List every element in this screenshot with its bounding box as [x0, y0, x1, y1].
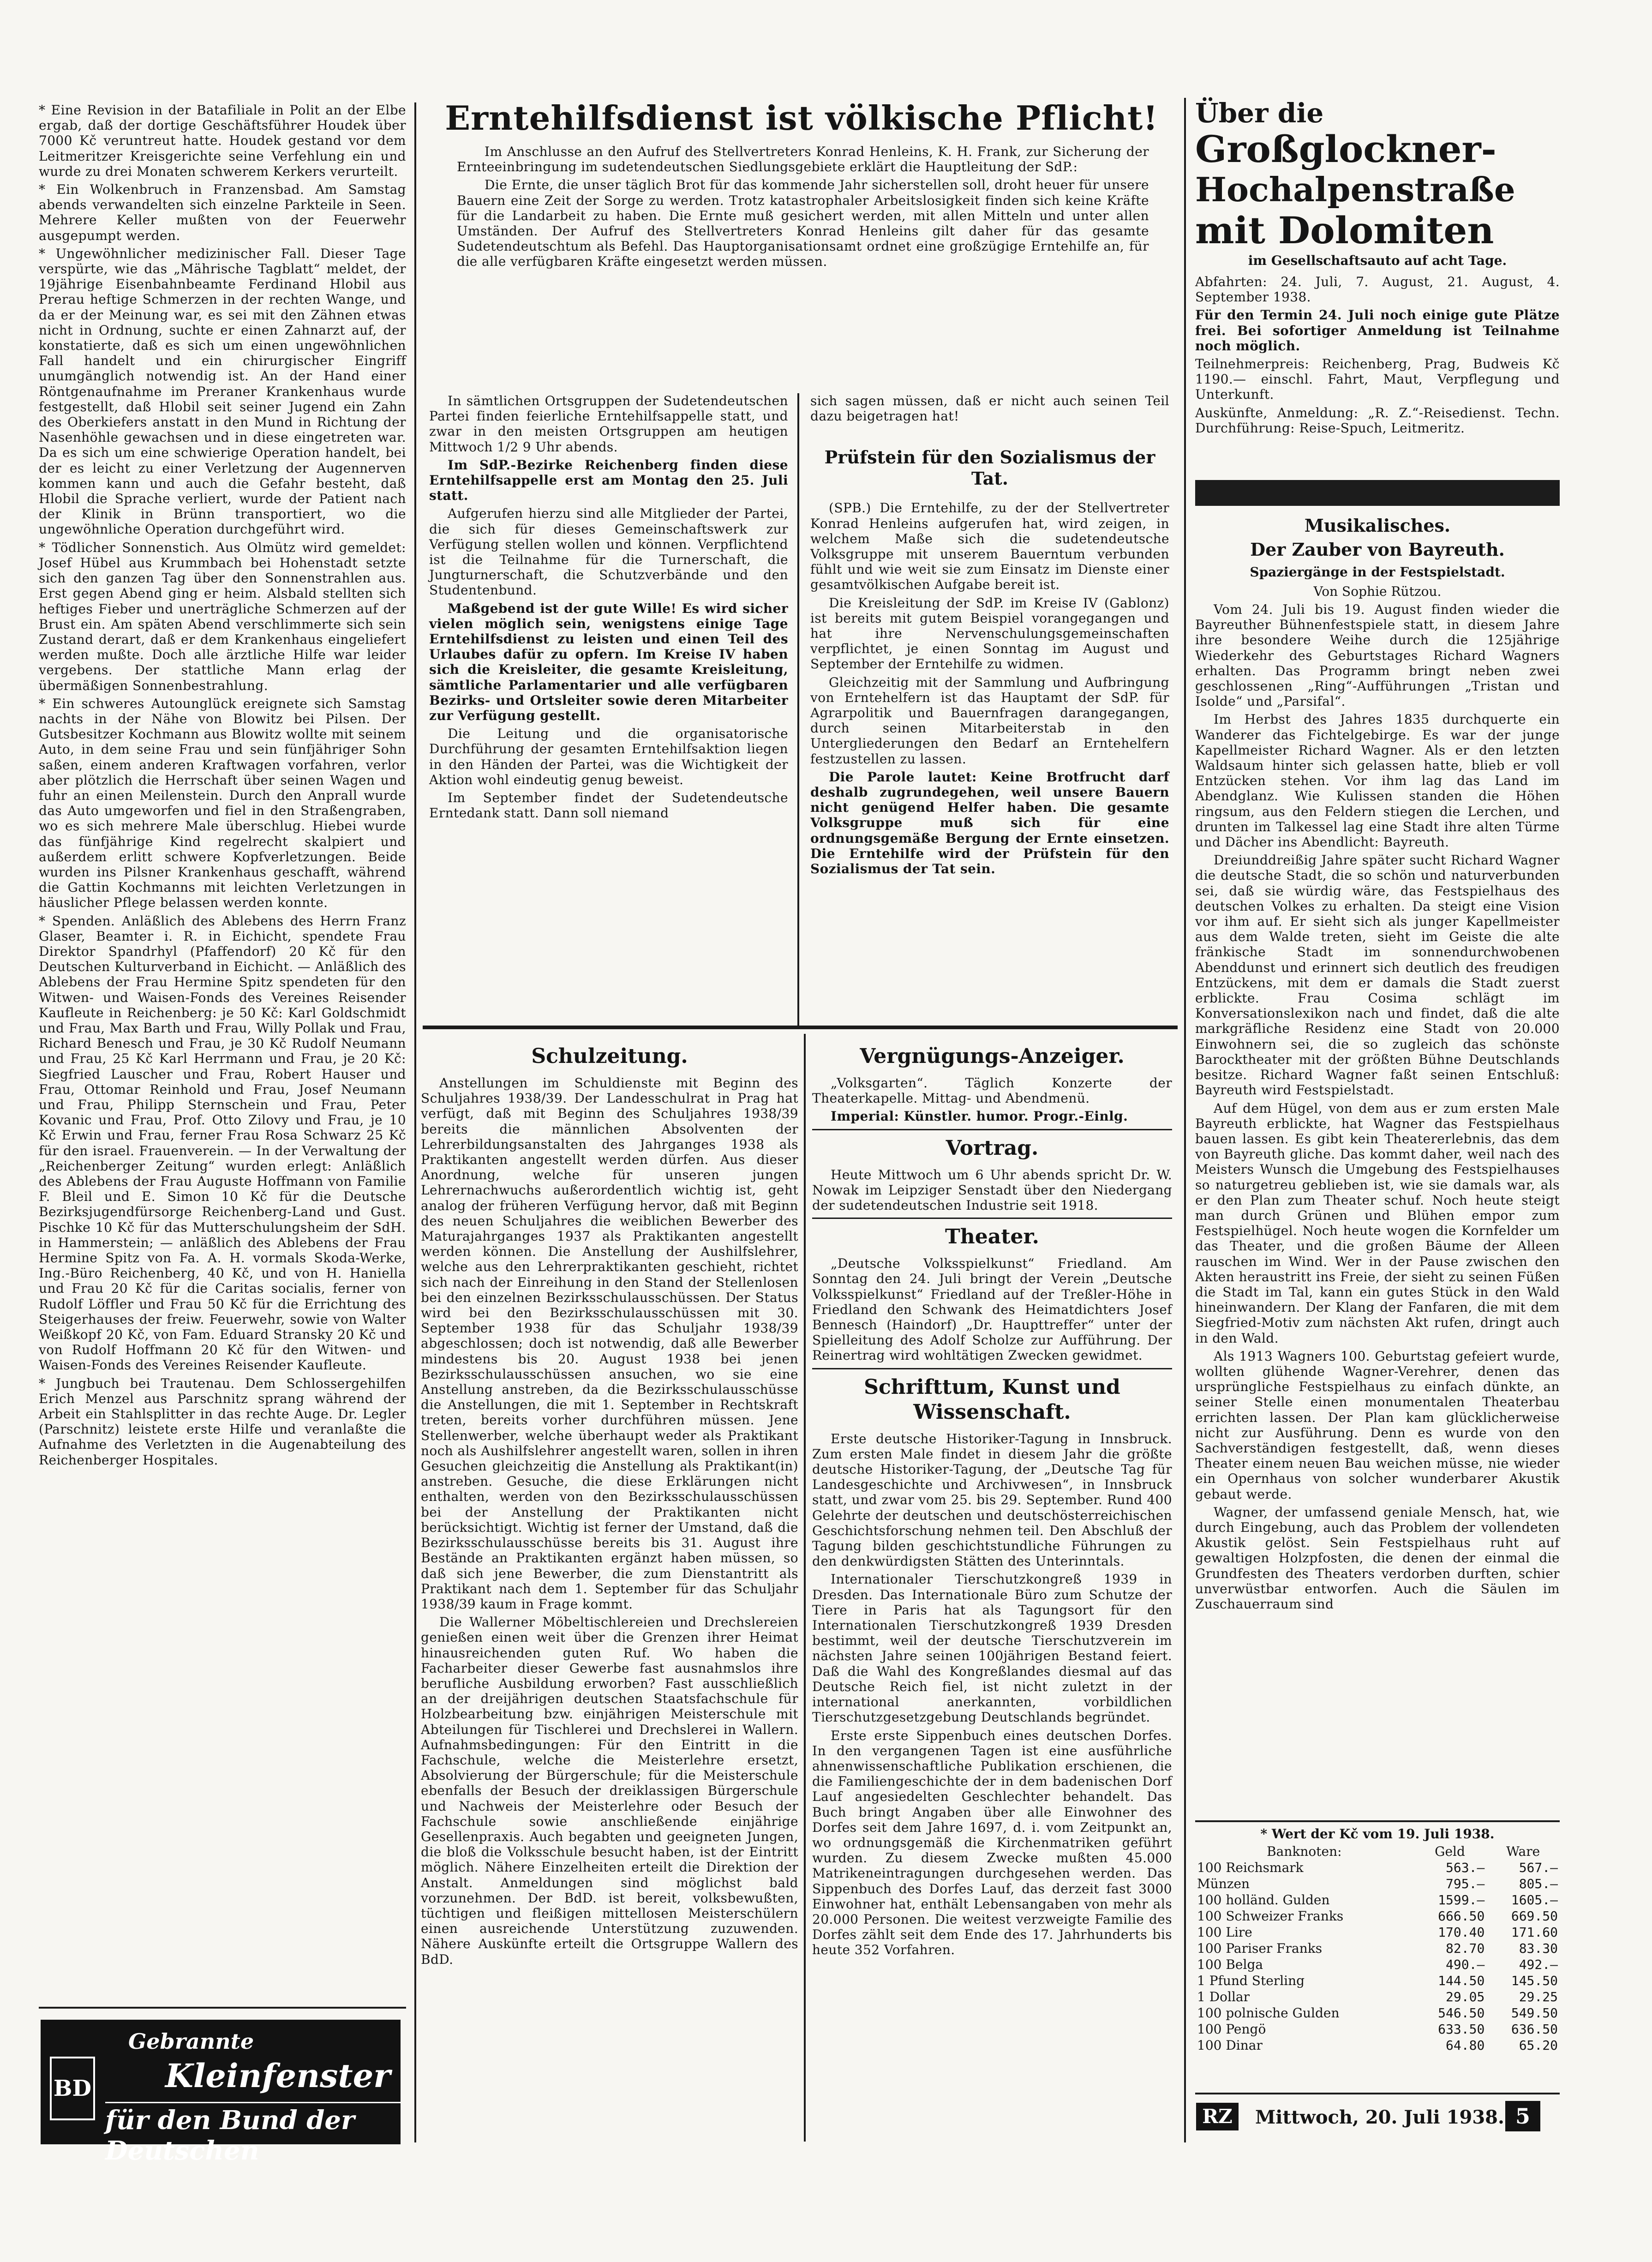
- main-paragraph-1: Die Ernte, die unser täglich Brot für das kommende Jahr sicherstellen soll, droht heuer für unsere Bauern eine Zeit der Sorge zu werden. Trotz katastrophaler Arbeitslosigkeit finden sich keine Kräfte für die Landarbeit zu haben. Die Ernte muß gesichert werden, mit allen Mitteln und unter allen Umständen. Der Aufruf des Stellvertreters Konrad Henleins gilt daher für das gesamte Sudetendeutschtum als Befehl. Das Hauptorganisationsamt ordnet eine großzügige Erntehilfe an, für die alle verfügbaren Kräfte eingesetzt werden müssen.: [457, 177, 1149, 270]
- exchange-cell-buy: 546.50: [1438, 2005, 1485, 2021]
- exchange-row: [1195, 1973, 1560, 1989]
- news-cloudburst: * Ein Wolkenbruch in Franzensbad. Am Samstag abends verwandelten sich einzelne Parkteile in Seen. Mehrere Keller mußten von der Feuerwehr ausgepumpt werden.: [39, 182, 406, 243]
- travel-info: Auskünfte, Anmeldung: „R. Z.“-Reisedienst. Techn. Durchführung: Reise-Spuch, Leitmeritz.: [1195, 405, 1560, 436]
- literature-heading: Schrifttum, Kunst und Wissenschaft.: [864, 1375, 1120, 1424]
- exchange-cell-sell: 636.50: [1511, 2022, 1558, 2037]
- exchange-row: [1195, 2037, 1560, 2053]
- literature-p2: Internationaler Tierschutzkongreß 1939 in Dresden. Das Internationale Büro zum Schutze der Tiere in Paris hat als Tagungsort für den Internationalen Tierschutzkongreß 1939 Dresden bestimmt, weil der deutsche Tierschutzverein im nächsten Jahre seinen 100jährigen Bestand feiert. Daß die Wahl des Kongreßlandes diesmal auf das Deutsche Reich fiel, ist nicht zuletzt in der international anerkannten, vorbildlichen Tierschutzgesetzgebung Deutschlands begründet.: [812, 1572, 1172, 1725]
- bayreuth-p3: Dreiunddreißig Jahre später sucht Richard Wagner die deutsche Stadt, die so schön und naturverbunden sei, daß sie würdig wäre, das Festspielhaus des deutschen Volkes zu erhalten. Da steigt eine Vision vor ihm auf. Er sieht sich als junger Kapellmeister aus dem Walde treten, sieht im Geiste die alte fränkische Stadt im sonnendurchwobenen Abenddunst und erinnert sich deutlich des freudigen Entzückens, mit dem er damals die Stadt zuerst erblickte. Frau Cosima schlägt im Konversationslexikon nach und findet, daß die alte markgräfliche Residenz eine Stadt von 20.000 Einwohnern sei, die so zugleich das schönste Barocktheater mit der größten Bühne Deutschlands besitze. Richard Wagner faßt seinen Entschluß: Bayreuth wird Festspielstadt.: [1195, 852, 1560, 1098]
- travel-advert: [1195, 98, 1560, 476]
- main-left-p6: Im September findet der Sudetendeutsche Erntedank statt. Dann soll niemand: [429, 790, 788, 821]
- exchange-cell-buy: 666.50: [1438, 1908, 1485, 1924]
- bayreuth-p5: Als 1913 Wagners 100. Geburtstag gefeiert wurde, wollten glühende Wagner-Verehrer, denen das ursprüngliche Festspielhaus zu einfach dünkte, an seiner Stelle einen monumentalen Theaterbau errichten lassen. Der Plan kam glücklicherweise nicht zur Ausführung. Denn es wurde von den Sachverständigen festgestellt, daß, wenn dieses Theater einem neuen Bau weichen müsse, nie wieder ein Opernhaus von solcher wunderbarer Akustik gebaut werde.: [1195, 1348, 1560, 1502]
- travel-price: Teilnehmerpreis: Reichenberg, Prag, Budweis Kč 1190.— einschl. Fahrt, Maut, Verpflegung und Unterkunft.: [1195, 356, 1560, 402]
- school-heading: Schulzeitung.: [531, 1044, 688, 1068]
- divider: [812, 1368, 1172, 1369]
- school-column: [421, 1038, 798, 2137]
- exchange-cell-sell: 805.—: [1519, 1876, 1558, 1891]
- main-right-p1: (SPB.) Die Erntehilfe, zu der der Stellvertreter Konrad Henleins aufgerufen hat, wird zeigen, in welchem Maße sich die sudetendeutsche Volksgruppe mit unserem Bauerntum verbunden fühlt und wie weit sie zum Einsatz im Dienste einer gesamtvölkischen Aufgabe bereit ist.: [810, 500, 1169, 593]
- exchange-cell-currency: 100 Reichsmark: [1197, 1860, 1304, 1875]
- footer-logo: RZ: [1196, 2103, 1239, 2130]
- divider: [812, 1129, 1172, 1130]
- exchange-title: * Wert der Kč vom 19. Juli 1938.: [1260, 1826, 1495, 1842]
- exchange-cell-currency: 100 Lire: [1197, 1925, 1252, 1940]
- exchange-cell-currency: 100 Schweizer Franks: [1197, 1908, 1344, 1924]
- lecture-heading: Vortrag.: [946, 1136, 1039, 1160]
- entertainment-p2: Imperial: Künstler. humor. Progr.-Einlg.: [831, 1109, 1128, 1124]
- divider: [1195, 1820, 1560, 1822]
- exchange-col-notes: Banknoten:: [1267, 1844, 1342, 1859]
- exchange-cell-buy: 795.—: [1446, 1876, 1485, 1891]
- literature-p1: Erste deutsche Historiker-Tagung in Innsbruck. Zum ersten Male findet in diesem Jahr die größte deutsche Historiker-Tagung, der „Deutsche Tag für Landesgeschichte und Archivwesen“, in Innsbruck statt, und zwar vom 25. bis 29. September. Rund 400 Gelehrte der deutschen und deutschösterreichischen Geschichtsforschung nehmen teil. Den Abschluß der Tagung bilden geschichtstundliche Führungen zu den denkwürdigsten Stätten des Unterinntals.: [812, 1431, 1172, 1569]
- school-p1: Anstellungen im Schuldienste mit Beginn des Schuljahres 1938/39. Der Landesschulrat in Prag hat verfügt, daß mit Beginn des Schuljahres 1938/39 bereits die männlichen Absolventen der Lehrerbildungsanstalten des Jahrganges 1938 als Praktikanten angestellt werden dürfen. Aus dieser Anordnung, welche für unseren jungen Lehrernachwuchs außerordentlich wichtig ist, geht analog der früheren Verfügung hervor, daß mit Beginn des neuen Schuljahres die weiblichen Bewerber des Maturajahrganges 1937 als Praktikanten angestellt werden können. Die Anstellung der Aushilfslehrer, welche aus den Lehrerpraktikanten geschieht, richtet sich nach der Einreihung in den Stand der Stellenlosen bei den einzelnen Bezirksschulausschüssen. Der Status wird bei den Bezirksschulausschüssen mit 30. September 1938 für das Schuljahr 1938/39 abgeschlossen; doch ist notwendig, daß alle Bewerber mindestens bis 20. August 1938 bei jenen Bezirksschulausschüssen ansuchen, wo sie eine Anstellung anstreben, da die Bezirksschulausschüsse die Anstellungen, die mit 1. September in Rechtskraft treten, bereits vorher durchführen müssen. Jene Stellenwerber, welche überhaupt weder als Praktikant noch als Aushilfslehrer angestellt waren, sollen in ihren Gesuchen gleichzeitig die Anstellung als Praktikant(in) anstreben. Gesuche, die diese Erklärungen nicht enthalten, werden von den Bezirksschulausschüssen bei der Anstellung der Praktikanten nicht berücksichtigt. Wichtig ist ferner der Umstand, daß die Bezirksschulausschüsse bereits bis 31. August ihre Bestände an Praktikanten ergänzt haben müssen, so daß sich jene Bewerber, die zum Dienstantritt als Praktikant nach dem 1. September für das Schuljahr 1938/39 kaum in Frage kommt.: [421, 1075, 798, 1612]
- exchange-cell-currency: 1 Dollar: [1197, 1989, 1250, 2004]
- exchange-cell-buy: 563.—: [1446, 1860, 1485, 1875]
- exchange-cell-currency: 100 Pengö: [1197, 2022, 1266, 2037]
- column-rule-2: [797, 393, 799, 1026]
- bayreuth-p2: Im Herbst des Jahres 1835 durchquerte ein Wanderer das Fichtelgebirge. Es war der junge Kapellmeister Richard Wagner. Als er den letzten Waldsaum hinter sich gelassen hatte, blieb er voll Entzücken stehen. Vor ihm lag das Land im Abendglanz. Wie Kulissen standen die Höhen ringsum, aus den Feldern stiegen die Lerchen, und drunten im Talkessel lag eine Stadt ihre alten Türme und Dächer ins Abendlicht: Bayreuth.: [1195, 712, 1560, 850]
- main-left-p3: Aufgerufen hierzu sind alle Mitglieder der Partei, die sich für dieses Gemeinschaftswerk zur Verfügung stellen wollen und können. Verpflichtend ist die Teilnahme für die Turnerschaft, die Jungturnerschaft, die Schutzverbände und den Studentenbund.: [429, 506, 788, 598]
- exchange-row: [1195, 1860, 1560, 1876]
- main-right-column: [810, 393, 1169, 1016]
- news-jungbuch: * Jungbuch bei Trautenau. Dem Schlossergehilfen Erich Menzel aus Parschnitz sprang während der Arbeit ein Stahlsplitter in das rechte Auge. Dr. Legler (Parschnitz) leistete erste Hilfe und veranlaßte die Aufnahme des Verletzten in die Augenabteilung des Reichenberger Hospitales.: [39, 1375, 406, 1468]
- column-rule-1: [414, 102, 416, 2142]
- lecture-p1: Heute Mittwoch um 6 Uhr abends spricht Dr. W. Nowak im Leipziger Senstadt über den Niedergang der sudetendeutschen Industrie seit 1918.: [812, 1167, 1172, 1213]
- music-heading: Musikalisches.: [1304, 515, 1451, 536]
- footer-date: Mittwoch, 20. Juli 1938.: [1255, 2106, 1504, 2128]
- main-right-p4: Die Parole lautet: Keine Brotfrucht darf deshalb zugrundegehen, weil unsere Bauern nicht genügend Helfer haben. Die gesamte Volksgruppe muß sich für eine ordnungsgemäße Bergung der Ernte einsetzen. Die Erntehilfe wird der Prüfstein für den Sozialismus der Tat sein.: [810, 769, 1169, 877]
- exchange-cell-buy: 64.80: [1446, 2038, 1485, 2053]
- travel-line-4: mit Dolomiten: [1195, 209, 1494, 252]
- news-medical-case: * Ungewöhnlicher medizinischer Fall. Dieser Tage verspürte, wie das „Mährische Tagblatt“ meldet, der 19jährige Eisenbahnbeamte Ferdinand Hlobil aus Prerau heftige Schmerzen in der rechten Wange, und da er der Meinung war, es sei mit den Zähnen etwas nicht in Ordnung, suchte er einen Zahnarzt auf, der konstatierte, daß es sich um einen ungewöhnlichen Fall handelt und ein chirurgischer Eingriff unumgänglich notwendig ist. An der Hand einer Röntgenaufnahme im Preraner Krankenhaus wurde festgestellt, daß Hlobil seit seiner Jugend ein Zahn des Oberkiefers anstatt in den Mund in Richtung der Nasenhöhle gewachsen und in diese eingetreten war. Da es sich um eine schwierige Operation handelt, bei der es leicht zu einer Verletzung der Augennerven kommen kann und auch die Gefahr besteht, daß Hlobil die Sprache verliert, wurde der Patient nach der Klinik in Brünn transportiert, wo die ungewöhnliche Operation durchgeführt wird.: [39, 246, 406, 537]
- exchange-cell-sell: 145.50: [1511, 1973, 1558, 1988]
- ad-line-2: Kleinfenster: [165, 2057, 391, 2095]
- literature-p3: Erste erste Sippenbuch eines deutschen Dorfes. In den vergangenen Tagen ist eine ausführliche ahnenwissenschaftliche Publikation erschienen, die die Familiengeschichte der in dem badenischen Dorf Lauf angesiedelten Geschlechter behandelt. Das Buch bringt Angaben über alle Einwohner des Dorfes seit dem Jahre 1697, d. i. vom Zeitpunkt an, wo ordnungsgemäß die Kirchenmatriken geführt wurden. Zu diesem Zwecke mußten 45.000 Matrikeneintragungen durchgesehen werden. Das Sippenbuch des Dorfes Lauf, das derzeit fast 3000 Einwohner hat, enthält Lebensangaben von mehr als 20.000 Personen. Die weitest verzweigte Familie des Dorfes zählt seit dem Ende des 17. Jahrhunderts bis heute 352 Vorfahren.: [812, 1728, 1172, 1958]
- exchange-rows: [1195, 1860, 1560, 2053]
- school-p2: Die Wallerner Möbeltischlereien und Drechslereien genießen einen weit über die Grenzen ihrer Heimat hinausreichenden guten Ruf. Wo haben die Facharbeiter dieser Gewerbe fast ausnahmslos ihre berufliche Ausbildung erworben? Fast ausschließlich an der dreijährigen deutschen Staatsfachschule für Holzbearbeitung bzw. einjährigen Meisterschule mit Abteilungen für Tischlerei und Drechslerei in Wallern. Aufnahmsbedingungen: Für den Eintritt in die Fachschule, welche die Meisterlehre ersetzt, Absolvierung der Bürgerschule; für die Meisterschule ebenfalls der Besuch der dreiklassigen Bürgerschule und Nachweis der Meisterlehre oder Besuch der Fachschule sowie anschließende einjährige Gesellenpraxis. Auch begabten und geeigneten Jungen, die bloß die Volksschule besucht haben, ist der Eintritt möglich. Nähere Einzelheiten erteilt die Direktion der Anstalt. Anmeldungen sind möglichst bald vorzunehmen. Der BdD. ist bereit, volksbewußten, tüchtigen und fleißigen mittellosen Meisterschülern einen ausreichende Unterstützung zuzuwenden. Nähere Auskünfte erteilt die Ortsgruppe Wallern des BdD.: [421, 1614, 798, 1967]
- main-headline: Erntehilfsdienst ist völkische Pflicht!: [445, 98, 1158, 138]
- exchange-cell-sell: 492.—: [1519, 1957, 1558, 1972]
- main-left-column: [429, 393, 788, 1016]
- main-right-p3: Gleichzeitig mit der Sammlung und Aufbringung von Erntehelfern ist das Hauptamt der SdP. für Agrarpolitik und Bauernfragen darangegangen, durch seinen Mitarbeiterstab in den Untergliederungen den Bedarf an Erntehelfern festzustellen zu lassen.: [810, 674, 1169, 767]
- bd-logo: BD: [50, 2057, 95, 2120]
- exchange-cell-sell: 549.50: [1511, 2005, 1558, 2021]
- black-bar: [1195, 480, 1560, 506]
- news-donations: * Spenden. Anläßlich des Ablebens des Herrn Franz Glaser, Beamter i. R. in Eichicht, spendete Frau Direktor Spandrhyl (Pfaffendorf) 20 Kč für den Deutschen Kulturverband in Eichicht. — Anläßlich des Ablebens der Frau Hermine Spitz spendeten für den Witwen- und Waisen-Fonds des Vereines Reisender Kaufleute in Reichenberg: je 50 Kč: Karl Goldschmidt und Frau, Max Barth und Frau, Willy Pollak und Frau, Richard Benesch und Frau, je 30 Kč Rudolf Neumann und Frau, 25 Kč Karl Herrmann und Frau, je 20 Kč: Siegfried Lauscher und Frau, Robert Hauser und Frau, Ottomar Reinhold und Frau, Josef Neumann und Frau, Philipp Sternschein und Frau, Peter Kovanic und Frau, Prof. Otto Zilovy und Frau, je 10 Kč Erwin und Frau, ferner Frau Rosa Schwarz 25 Kč für den israel. Frauenverein. — In der Verwaltung der „Reichenberger Zeitung“ wurden erlegt: Anläßlich des Ablebens der Frau Auguste Hoffmann von Familie F. Bleil und E. Simon 10 Kč für die Deutsche Bezirksjugendfürsorge Reichenberg-Land und Gust. Pischke 10 Kč für das Mutterschulungsheim der SdH. in Hammerstein; — anläßlich des Ablebens der Frau Hermine Spitz von Fa. A. H. vormals Skoda-Werke, Ing.-Büro Reichenberg, 40 Kč, und von H. Haniella und Frau 20 Kč für die Caritas socialis, ferner von Rudolf Löffler und Frau 50 Kč für die Errichtung des Steigerhauses der freiw. Feuerwehr, sowie von Walter Weißkopf 20 Kč, von Fam. Eduard Stransky 20 Kč und von Rudolf Hoffmann 20 Kč für den Witwen- und Waisen-Fonds des Vereines Reisender Kaufleute.: [39, 913, 406, 1373]
- exchange-cell-currency: 100 Pariser Franks: [1197, 1941, 1323, 1956]
- exchange-cell-currency: 100 polnische Gulden: [1197, 2005, 1340, 2021]
- news-revision: * Eine Revision in der Batafiliale in Polit an der Elbe ergab, daß der dortige Geschäftsführer Houdek über 7000 Kč veruntreut hatte. Houdek gestand vor dem Leitmeritzer Kreisgerichte seine Verfehlung ein und wurde zu drei Monaten schwerem Kerkers verurteilt.: [39, 102, 406, 179]
- main-left-p1: In sämtlichen Ortsgruppen der Sudetendeutschen Partei finden feierliche Erntehilfsappelle statt, und zwar in den meisten Ortsgruppen am heutigen Mittwoch 1/2 9 Uhr abends.: [429, 393, 788, 455]
- travel-subtitle: im Gesellschaftsauto auf acht Tage.: [1248, 253, 1507, 268]
- main-left-p4: Maßgebend ist der gute Wille! Es wird sicher vielen möglich sein, wenigstens einige Tage Erntehilfsdienst zu leisten und einen Teil des Urlaubes dafür zu opfern. Im Kreise IV haben sich die Kreisleiter, die gesamte Kreisleitung, sämtliche Parlamentarier und alle verfügbaren Bezirks- und Ortsleiter sowie deren Mitarbeiter zur Verfügung gestellt.: [429, 600, 788, 724]
- theater-heading: Theater.: [945, 1225, 1039, 1249]
- column-rule-4: [1184, 98, 1186, 2142]
- exchange-row: [1195, 1924, 1560, 1940]
- travel-places: Für den Termin 24. Juli noch einige gute Plätze frei. Bei sofortiger Anmeldung ist Teilnahme noch möglich.: [1195, 307, 1560, 354]
- exchange-cell-sell: 29.25: [1519, 1989, 1558, 2004]
- exchange-row: [1195, 2021, 1560, 2037]
- exchange-col-sell: Ware: [1506, 1844, 1540, 1859]
- entertainment-heading: Vergnügungs-Anzeiger.: [860, 1044, 1125, 1068]
- exchange-cell-currency: 1 Pfund Sterling: [1197, 1973, 1305, 1988]
- ad-line-1: Gebrannte: [128, 2029, 254, 2054]
- bayreuth-heading: Der Zauber von Bayreuth.: [1250, 539, 1505, 560]
- travel-line-1: Über die: [1195, 97, 1324, 129]
- exchange-row: [1195, 1940, 1560, 1956]
- exchange-col-buy: Geld: [1435, 1844, 1465, 1859]
- news-sunstroke: * Tödlicher Sonnenstich. Aus Olmütz wird gemeldet: Josef Hübel aus Krummbach bei Hohenstadt setzte sich den ganzen Tag über den Sonnenstrahlen aus. Erst gegen Abend ging er heim. Alsbald stellten sich heftiges Fieber und unerträgliche Schmerzen auf der Brust ein. Am späten Abend verschlimmerte sich sein Zustand derart, daß er dem Krankenhaus eingeliefert werden mußte. Doch alle ärztliche Hilfe war leider vergebens. Der stattliche Mann erlag der übermäßigen Sonnenbestrahlung.: [39, 540, 406, 693]
- divider: [1195, 2093, 1560, 2094]
- exchange-cell-currency: 100 Dinar: [1197, 2038, 1263, 2053]
- exchange-cell-buy: 82.70: [1446, 1941, 1485, 1956]
- bayreuth-author: Von Sophie Rützou.: [1313, 584, 1442, 599]
- ad-line-3: für den Bund der Deutschen: [105, 2102, 401, 2166]
- main-intro: Im Anschlusse an den Aufruf des Stellvertreters Konrad Henleins, K. H. Frank, zur Sicherung der Ernteeinbringung im sudetendeutschen Siedlungsgebiete erklärt die Hauptleitung der SdP.:: [457, 144, 1149, 175]
- entertainment-p1: „Volksgarten“. Täglich Konzerte der Theaterkapelle. Mittag- und Abendmenü.: [812, 1075, 1172, 1106]
- main-right-heading: Prüfstein für den Sozialismus der Tat.: [824, 447, 1155, 489]
- column-rule-3: [804, 1034, 806, 2142]
- travel-line-2: Großglockner-: [1195, 127, 1496, 171]
- news-car-accident: * Ein schweres Autounglück ereignete sich Samstag nachts in der Nähe von Blowitz bei Pilsen. Der Gutsbesitzer Kochmann aus Blowitz wollte mit seinem Auto, in dem seine Frau und sein fünfjähriger Sohn saßen, einem anderen Kraftwagen vorfahren, verlor aber plötzlich die Herrschaft über seinen Wagen und fuhr an einen Meilenstein. Durch den Anprall wurde das Auto umgeworfen und fiel in den Straßengraben, wo es sich mehrere Male überschlug. Hiebei wurde das fünfjährige Kind regelrecht skalpiert und außerdem erlitt schwere Kopfverletzungen. Beide wurden ins Pilsner Krankenhaus geschafft, während die Gattin Kochmanns mit leichten Verletzungen in häuslicher Pflege belassen werden konnte.: [39, 696, 406, 911]
- exchange-row: [1195, 1956, 1560, 1973]
- bayreuth-p6: Wagner, der umfassend geniale Mensch, hat, wie durch Eingebung, auch das Problem der vollendeten Akustik gelöst. Sein Festspielhaus ruht auf gewaltigen Holzpfosten, die denen der einmal die Grundfesten des Theaters verdorben durften, schier unverwüstbar entworfen. Auch die Säulen im Zuschauerraum sind: [1195, 1504, 1560, 1612]
- exchange-cell-buy: 490.—: [1446, 1957, 1485, 1972]
- theater-p1: „Deutsche Volksspielkunst“ Friedland. Am Sonntag den 24. Juli bringt der Verein „Deutsche Volksspielkunst“ Friedland auf der Treßler-Höhe in Friedland den Schwank des Heimatdichters Josef Bennesch (Haindorf) „Dr. Haupttreffer“ unter der Spielleitung des Adolf Scholze zur Aufführung. Der Reinertrag wird wohltätigen Zwecken gewidmet.: [812, 1256, 1172, 1363]
- exchange-cell-buy: 170.40: [1438, 1925, 1485, 1940]
- exchange-row: [1195, 1908, 1560, 1924]
- exchange-cell-buy: 1599.—: [1438, 1892, 1485, 1908]
- exchange-cell-buy: 29.05: [1446, 1989, 1485, 2004]
- exchange-cell-sell: 567.—: [1519, 1860, 1558, 1875]
- music-column: [1195, 513, 1560, 1676]
- page-number: 5: [1505, 2101, 1540, 2131]
- exchange-row: [1195, 1892, 1560, 1908]
- exchange-header-row: [1195, 1843, 1560, 1860]
- bayreuth-p1: Vom 24. Juli bis 19. August finden wieder die Bayreuther Bühnenfestspiele statt, in diesem Jahre ihre besondere Weihe durch die 125jährige Wiederkehr des Geburtstages Richard Wagners erhalten. Das Programm bringt neben zwei geschlossenen „Ring“-Aufführungen „Tristan und Isolde“ und „Parsifal“.: [1195, 602, 1560, 709]
- main-bottom-rule: [423, 1026, 1178, 1029]
- exchange-cell-sell: 65.20: [1519, 2038, 1558, 2053]
- exchange-cell-sell: 1605.—: [1511, 1892, 1558, 1908]
- exchange-row: [1195, 2005, 1560, 2021]
- column-local-news: [39, 102, 406, 2133]
- exchange-row: [1195, 1876, 1560, 1892]
- exchange-cell-buy: 633.50: [1438, 2022, 1485, 2037]
- bayreuth-p4: Auf dem Hügel, von dem aus er zum ersten Male Bayreuth erblickte, hat Wagner das Festspielhaus bauen lassen. Es gibt kein Theatererlebnis, das dem von Bayreuth gliche. Das kommt daher, weil nach des Meisters Wunsch die Umgebung des Festspielhauses so naturgetreu geblieben ist, wie sie damals war, als er den Plan zum Theater schuf. Noch heute steigt man durch Grünen und Blühen empor zum Festspielhügel. Noch heute wogen die Kornfelder um das Theater, und die großen Bäume der Alleen rauschen im Wind. Wer in der Pause zwischen den Akten heraustritt ins Freie, der sieht zu seinen Füßen die Stadt im Tal, kann ein gutes Stück in den Wald hineinwandern. Der Klang der Fanfaren, die mit dem Siegfried-Motiv zum nächsten Akt rufen, dringt auch in den Wald.: [1195, 1100, 1560, 1346]
- exchange-row: [1195, 1989, 1560, 2005]
- exchange-cell-sell: 83.30: [1519, 1941, 1558, 1956]
- exchange-table: [1195, 1843, 1560, 2053]
- main-left-p5: Die Leitung und die organisatorische Durchführung der gesamten Erntehilfsaktion liegen in den Händen der Partei, was die Wichtigkeit der Aktion wohl eindeutig genug beweist.: [429, 726, 788, 787]
- exchange-cell-currency: 100 holländ. Gulden: [1197, 1892, 1330, 1908]
- travel-departures: Abfahrten: 24. Juli, 7. August, 21. August, 4. September 1938.: [1195, 274, 1560, 305]
- main-intro-block: [457, 144, 1149, 384]
- main-left-p2: Im SdP.-Bezirke Reichenberg finden diese Erntehilfsappelle erst am Montag den 25. Juli statt.: [429, 457, 788, 504]
- travel-line-3: Hochalpenstraße: [1195, 170, 1515, 209]
- bayreuth-subtitle: Spaziergänge in der Festspielstadt.: [1250, 564, 1505, 580]
- exchange-cell-sell: 171.60: [1511, 1925, 1558, 1940]
- exchange-rates: [1195, 1825, 1560, 2088]
- middle-column: [812, 1038, 1172, 2137]
- exchange-cell-currency: 100 Belga: [1197, 1957, 1263, 1972]
- divider: [812, 1218, 1172, 1219]
- exchange-cell-buy: 144.50: [1438, 1973, 1485, 1988]
- main-right-p2: Die Kreisleitung der SdP. im Kreise IV (Gablonz) ist bereits mit gutem Beispiel vorangegangen und hat ihre Nervenschulungsgemeinschaften verpflichtet, je einen Sonntag im August und September der Erntehilfe zu widmen.: [810, 595, 1169, 672]
- divider: [39, 2007, 406, 2009]
- main-right-p0: sich sagen müssen, daß er nicht auch seinen Teil dazu beigetragen hat!: [810, 393, 1169, 424]
- advert-bund-der-deutschen: [41, 2020, 401, 2166]
- exchange-cell-currency: Münzen: [1197, 1876, 1250, 1891]
- exchange-cell-sell: 669.50: [1511, 1908, 1558, 1924]
